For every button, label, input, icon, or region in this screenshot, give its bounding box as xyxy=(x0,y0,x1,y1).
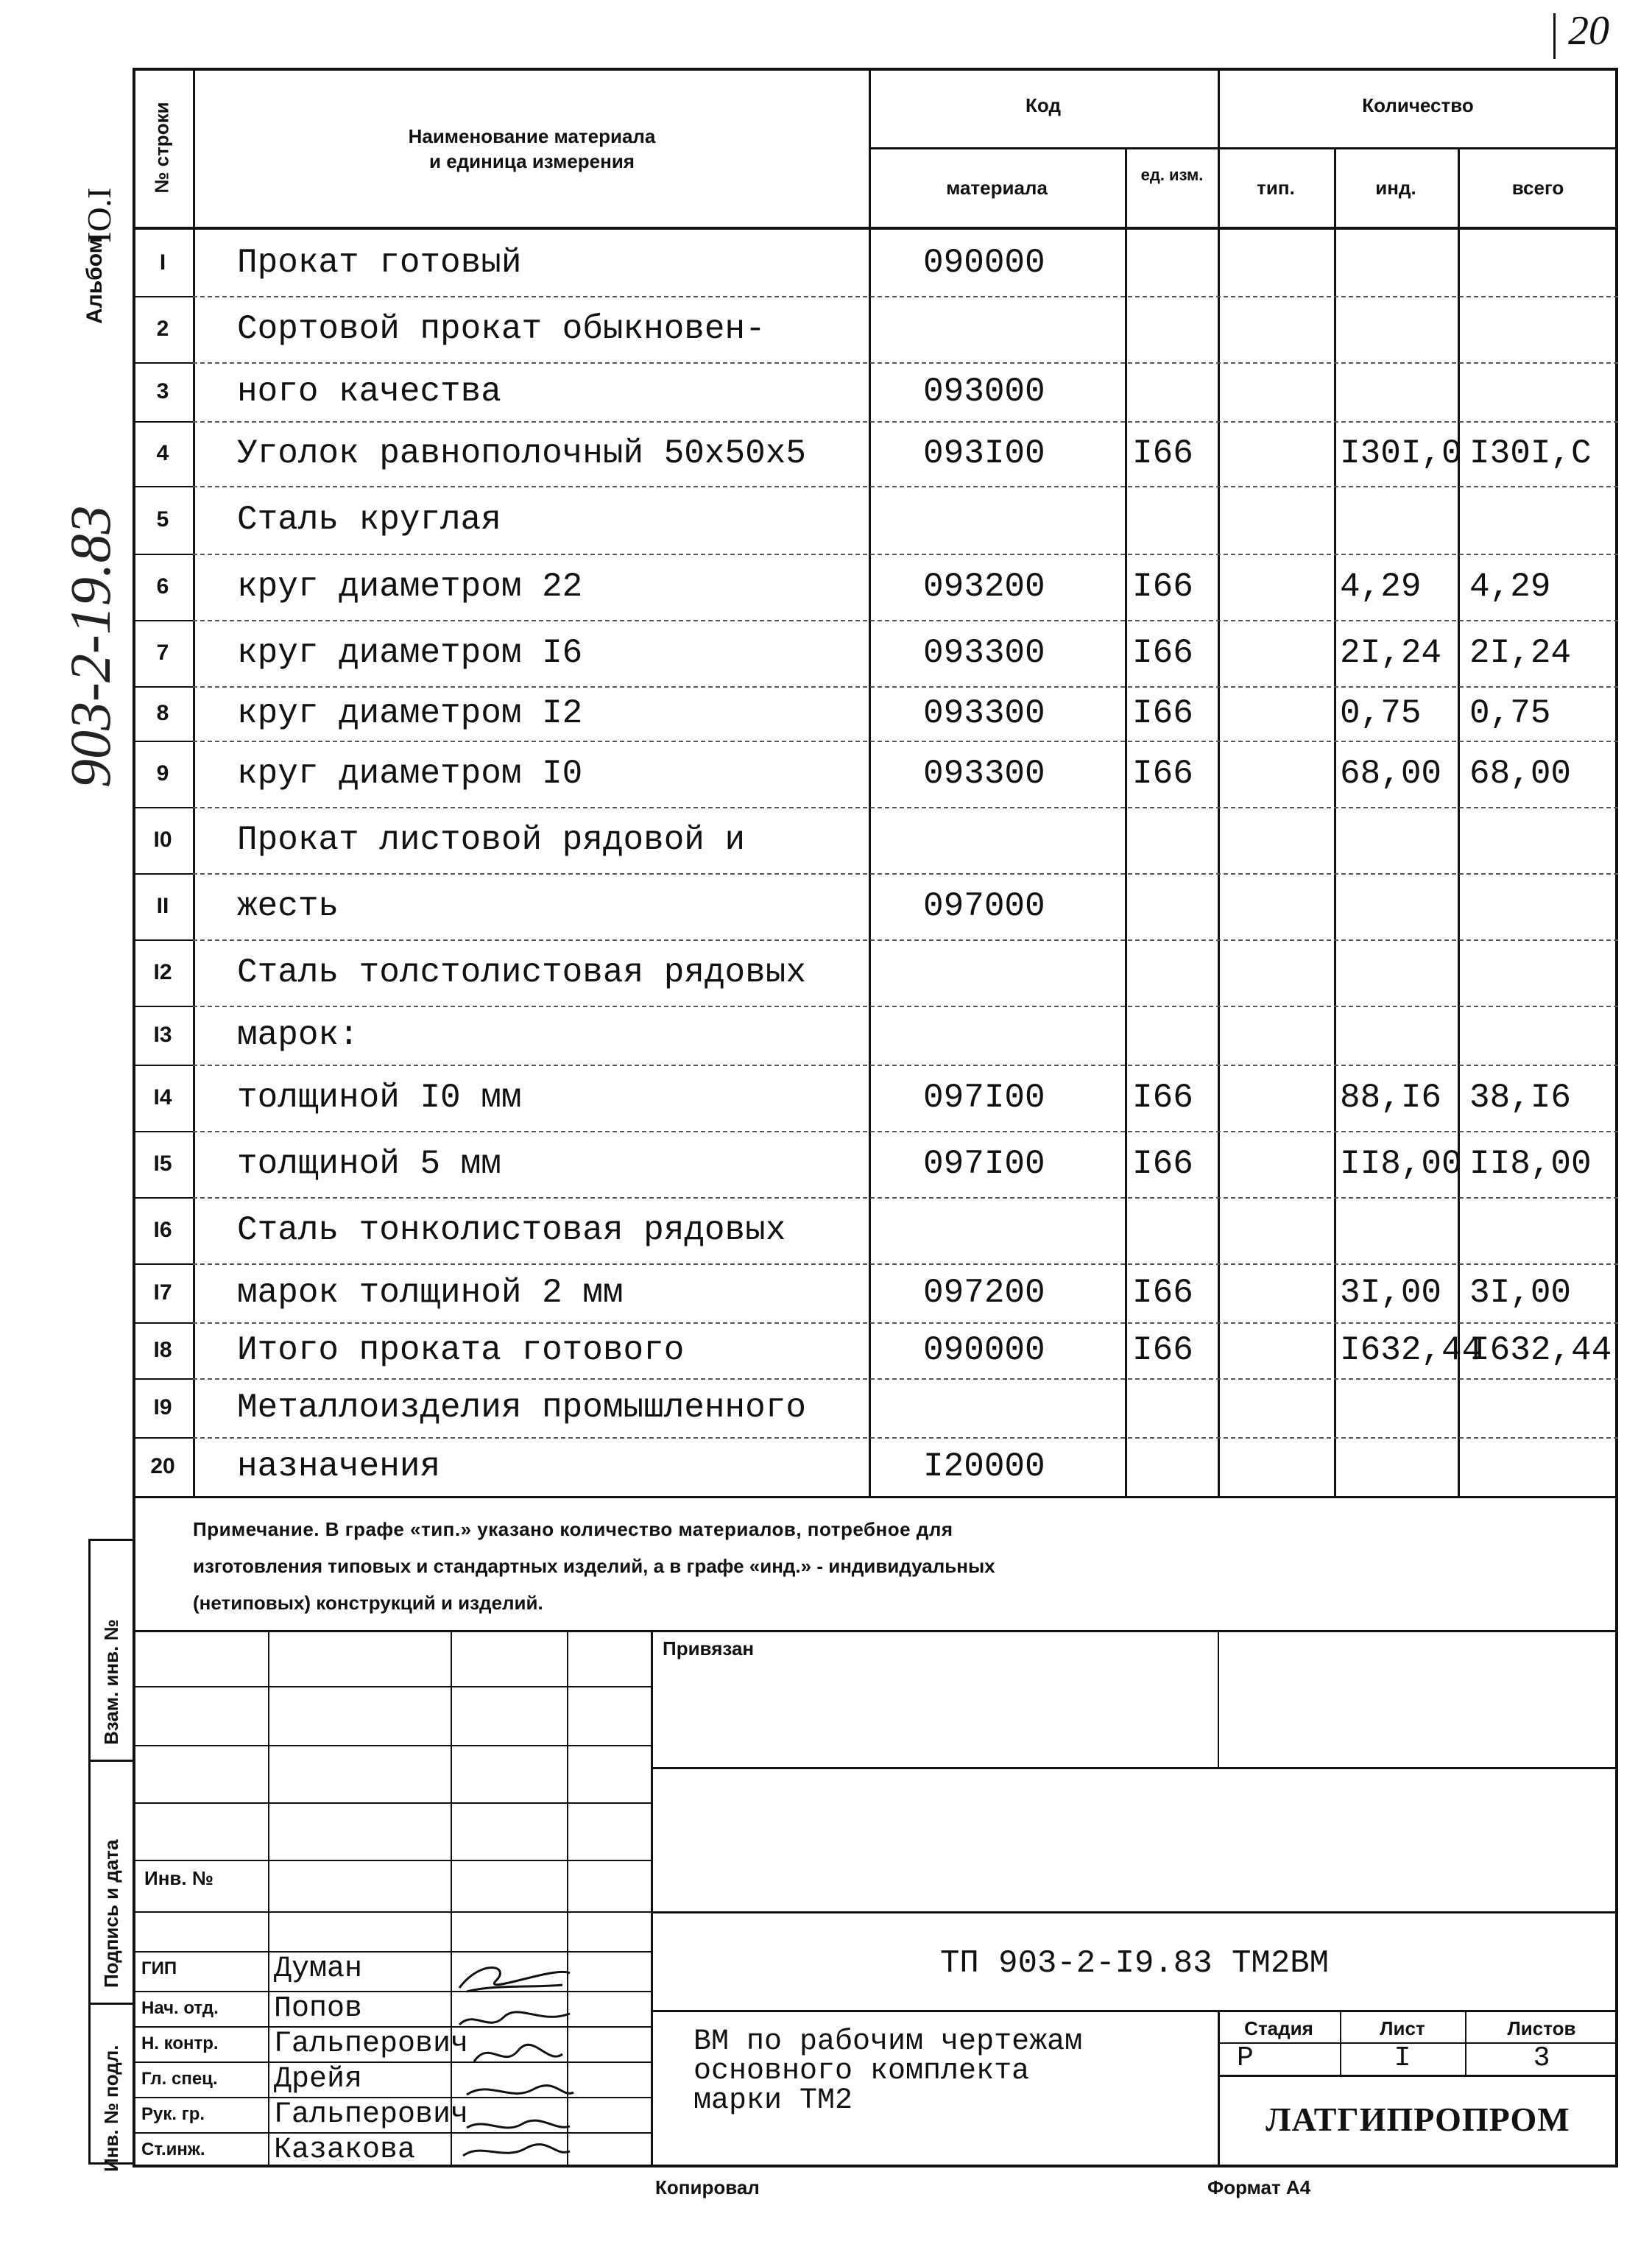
row-divider xyxy=(133,873,193,875)
row-divider-dashed xyxy=(193,620,1618,621)
stamp-left-divider xyxy=(651,1630,653,2167)
handwritten-project-code: 903-2-19.83 xyxy=(58,505,122,788)
col-code-right xyxy=(1125,147,1127,1496)
col-name-right xyxy=(869,68,871,1496)
row-divider-dashed xyxy=(193,1065,1618,1066)
row-code: 093000 xyxy=(923,373,1045,411)
row-total: I632,44 xyxy=(1469,1331,1612,1369)
sheet-label: Лист xyxy=(1380,2017,1425,2039)
format-label: Формат А4 xyxy=(1207,2176,1311,2198)
side-divider xyxy=(88,1760,134,1762)
row-divider-dashed xyxy=(193,486,1618,487)
row-divider-dashed xyxy=(193,1378,1618,1380)
stage-label: Стадия xyxy=(1244,2017,1313,2039)
header-qty-ind: инд. xyxy=(1375,177,1416,199)
stamp-code-top xyxy=(651,1911,1618,1913)
stamp-row xyxy=(133,1802,651,1804)
row-name: марок: xyxy=(237,1016,359,1054)
col-ind-right xyxy=(1458,147,1460,1496)
row-divider xyxy=(133,1322,193,1324)
row-total: 38,I6 xyxy=(1469,1079,1572,1117)
note-line-1: Примечание. В графе «тип.» указано количество материалов, потребное для xyxy=(193,1518,953,1540)
row-divider-dashed xyxy=(193,554,1618,555)
row-divider-dashed xyxy=(193,1197,1618,1199)
signature-1 xyxy=(459,1968,570,1992)
row-n: I4 xyxy=(153,1085,172,1110)
row-divider-dashed xyxy=(193,686,1618,688)
row-divider xyxy=(133,1437,193,1439)
row-name: назначения xyxy=(237,1447,441,1486)
sheets-label: Листов xyxy=(1507,2017,1576,2039)
sheet-value: I xyxy=(1394,2042,1411,2074)
row-ind: 4,29 xyxy=(1340,568,1422,606)
row-divider xyxy=(133,620,193,621)
row-n: I9 xyxy=(153,1395,172,1419)
note xyxy=(193,1511,1592,1621)
document-title xyxy=(693,2025,1083,2117)
row-n: 3 xyxy=(156,379,169,403)
title-line-2: основного комплекта xyxy=(693,2055,1030,2088)
row-code: I20000 xyxy=(923,1447,1045,1486)
table-bottom-line xyxy=(133,1496,1618,1498)
row-divider-dashed xyxy=(193,939,1618,941)
row-divider-dashed xyxy=(193,1322,1618,1324)
stamp-privyazan-bottom xyxy=(651,1767,1618,1769)
row-divider-dashed xyxy=(193,807,1618,808)
row-unit: I66 xyxy=(1132,1274,1193,1312)
side-box xyxy=(88,1539,134,2165)
stamp-role: ГИП xyxy=(141,1958,177,1978)
row-code: 097I00 xyxy=(923,1145,1045,1183)
stamp-role: Н. контр. xyxy=(141,2034,219,2053)
row-n: 5 xyxy=(156,507,169,532)
stamp-person-name: Попов xyxy=(274,1992,363,2025)
title-line-3: марки ТМ2 xyxy=(693,2084,853,2117)
col-rownum-right xyxy=(193,68,195,1496)
col-unit-right xyxy=(1218,68,1220,1496)
header-mid-line xyxy=(869,147,1618,149)
row-divider xyxy=(133,1197,193,1199)
row-divider xyxy=(133,421,193,423)
row-n: I7 xyxy=(153,1280,172,1305)
row-name: Уголок равнополочный 50x50x5 xyxy=(237,434,806,473)
row-divider xyxy=(133,554,193,555)
row-ind: I30I,0 xyxy=(1340,434,1462,473)
row-divider-dashed xyxy=(193,741,1618,742)
row-name: круг диаметром I0 xyxy=(237,755,583,793)
header-material-name: Наименование материала и единица измерения xyxy=(408,125,656,172)
stamp-person-name: Думан xyxy=(274,1953,363,1986)
header-code-material: материала xyxy=(946,177,1048,199)
stamp-row xyxy=(133,1951,651,1953)
stamp-row xyxy=(133,1745,651,1746)
row-n: 20 xyxy=(150,1454,175,1478)
album-number: IO.I xyxy=(80,187,118,243)
stamp-row xyxy=(133,1686,651,1687)
row-unit: I66 xyxy=(1132,1145,1193,1183)
row-ind: 0,75 xyxy=(1340,694,1422,733)
inv-podl-label: Инв. № подл. xyxy=(100,2045,122,2172)
row-divider-dashed xyxy=(193,296,1618,297)
note-line-2: изготовления типовых и стандартных изделий, а в графе «инд.» - индивидуальных xyxy=(193,1555,995,1577)
row-divider xyxy=(133,362,193,364)
header-code: Код xyxy=(1026,94,1061,116)
col-typ-right xyxy=(1334,147,1336,1496)
row-divider xyxy=(133,1378,193,1380)
stamp-col xyxy=(268,1630,269,2167)
row-code: 093200 xyxy=(923,568,1045,606)
row-name: круг диаметром 22 xyxy=(237,568,583,606)
signature-marks xyxy=(452,1958,577,2165)
stamp-person-name: Гальперович xyxy=(274,2098,469,2131)
stamp-person-name: Гальперович xyxy=(274,2028,469,2061)
note-line-3: (нетиповых) конструкций и изделий. xyxy=(193,1592,543,1614)
stamp-privyazan-divider xyxy=(1218,1630,1219,1767)
row-unit: I66 xyxy=(1132,755,1193,793)
stamp-stage-bottom xyxy=(1218,2075,1618,2077)
row-unit: I66 xyxy=(1132,1331,1193,1369)
page-number-bar xyxy=(1553,13,1556,59)
row-unit: I66 xyxy=(1132,568,1193,606)
row-total: I30I,C xyxy=(1469,434,1592,473)
stamp-role: Гл. спец. xyxy=(141,2069,218,2089)
album-label: Альбом xyxy=(82,237,107,324)
row-n: I xyxy=(159,250,166,275)
side-divider xyxy=(88,2003,134,2005)
row-ind: I632,44 xyxy=(1340,1331,1483,1369)
row-divider xyxy=(133,686,193,688)
stamp-title-top xyxy=(651,2010,1618,2012)
row-n: I3 xyxy=(153,1023,172,1047)
header-qty-typ: тип. xyxy=(1257,177,1295,199)
row-code: 097I00 xyxy=(923,1079,1045,1117)
row-n: 8 xyxy=(156,701,169,725)
row-name: Сталь круглая xyxy=(237,501,501,539)
podpis-data-label: Подпись и дата xyxy=(100,1839,122,1988)
row-divider xyxy=(133,1006,193,1007)
row-divider xyxy=(133,486,193,487)
row-unit: I66 xyxy=(1132,1079,1193,1117)
signature-6 xyxy=(463,2145,570,2156)
row-divider xyxy=(133,939,193,941)
row-name: круг диаметром I2 xyxy=(237,694,583,733)
header-row-number: № строки xyxy=(150,102,173,194)
stamp-top-line xyxy=(133,1630,1618,1632)
row-name: Сортовой прокат обыкновен- xyxy=(237,310,766,348)
signature-5 xyxy=(467,2120,570,2128)
row-total: 68,00 xyxy=(1469,755,1572,793)
row-code: 093300 xyxy=(923,755,1045,793)
document-code: ТП 903-2-I9.83 ТМ2ВМ xyxy=(939,1945,1330,1982)
title-line-1: ВМ по рабочим чертежам xyxy=(693,2025,1083,2059)
row-ind: 68,00 xyxy=(1340,755,1442,793)
row-divider xyxy=(133,1065,193,1066)
row-n: 2 xyxy=(156,317,169,341)
row-divider-dashed xyxy=(193,362,1618,364)
row-n: I0 xyxy=(153,828,172,852)
row-code: 097200 xyxy=(923,1274,1045,1312)
row-divider-dashed xyxy=(193,421,1618,423)
row-total: 3I,00 xyxy=(1469,1274,1572,1312)
row-divider xyxy=(133,1263,193,1265)
row-divider xyxy=(133,807,193,808)
row-unit: I66 xyxy=(1132,634,1193,672)
row-ind: 3I,00 xyxy=(1340,1274,1442,1312)
signature-2 xyxy=(459,2012,570,2025)
row-n: 6 xyxy=(156,574,169,599)
row-name: Прокат готовый xyxy=(237,244,522,282)
privyazan-label: Привязан xyxy=(663,1637,755,1659)
organization-name: ЛАТГИПРОПРОМ xyxy=(1266,2100,1570,2138)
row-divider xyxy=(133,741,193,742)
row-name: толщиной 5 мм xyxy=(237,1145,501,1183)
stamp-row xyxy=(133,1911,651,1913)
row-divider-dashed xyxy=(193,1006,1618,1007)
inv-number-label: Инв. № xyxy=(144,1867,213,1889)
row-total: 2I,24 xyxy=(1469,634,1572,672)
row-divider-dashed xyxy=(193,1437,1618,1439)
row-divider-dashed xyxy=(193,873,1618,875)
sheets-value: 3 xyxy=(1533,2042,1550,2074)
row-divider xyxy=(133,1131,193,1132)
row-unit: I66 xyxy=(1132,434,1193,473)
page-number: 20 xyxy=(1568,8,1609,54)
signature-3 xyxy=(474,2045,562,2061)
row-code: 093300 xyxy=(923,694,1045,733)
row-total: II8,00 xyxy=(1469,1145,1592,1183)
header-code-unit: ед. изм. xyxy=(1140,166,1204,184)
row-total: 0,75 xyxy=(1469,694,1551,733)
header-qty-total: всего xyxy=(1511,177,1564,199)
row-divider xyxy=(133,296,193,297)
row-total: 4,29 xyxy=(1469,568,1551,606)
row-n: 4 xyxy=(156,441,169,465)
header-quantity: Количество xyxy=(1362,94,1474,116)
row-ind: 88,I6 xyxy=(1340,1079,1442,1117)
row-name: ного качества xyxy=(237,373,501,411)
stamp-role: Нач. отд. xyxy=(141,1998,219,2018)
row-code: 090000 xyxy=(923,244,1045,282)
stamp-person-name: Дрейя xyxy=(274,2063,363,2096)
row-name: жесть xyxy=(237,887,339,925)
row-name: марок толщиной 2 мм xyxy=(237,1274,624,1312)
stamp-role: Ст.инж. xyxy=(141,2140,205,2159)
row-n: 7 xyxy=(156,641,169,665)
stamp-role: Рук. гр. xyxy=(141,2104,205,2124)
header-bottom-line xyxy=(133,227,1618,230)
row-divider-dashed xyxy=(193,1263,1618,1265)
row-n: II xyxy=(156,894,169,918)
row-n: 9 xyxy=(156,761,169,786)
row-name: толщиной I0 мм xyxy=(237,1079,522,1117)
stamp-row xyxy=(133,1860,651,1861)
stamp-person-name: Казакова xyxy=(274,2134,416,2167)
row-n: I5 xyxy=(153,1151,172,1176)
row-name: Итого проката готового xyxy=(237,1331,685,1369)
row-name: Металлоизделия промышленного xyxy=(237,1389,806,1427)
row-name: Прокат листовой рядовой и xyxy=(237,821,746,859)
row-unit: I66 xyxy=(1132,694,1193,733)
row-ind: II8,00 xyxy=(1340,1145,1462,1183)
row-divider-dashed xyxy=(193,1131,1618,1132)
vzam-inv-label: Взам. инв. № xyxy=(100,1619,122,1745)
row-name: круг диаметром I6 xyxy=(237,634,583,672)
row-name: Сталь толстолистовая рядовых xyxy=(237,953,806,992)
row-name: Сталь тонколистовая рядовых xyxy=(237,1211,786,1249)
row-n: I2 xyxy=(153,960,172,984)
row-n: I6 xyxy=(153,1218,172,1242)
row-code: 093300 xyxy=(923,634,1045,672)
row-code: 093I00 xyxy=(923,434,1045,473)
row-n: I8 xyxy=(153,1338,172,1362)
signature-4 xyxy=(467,2086,573,2095)
row-ind: 2I,24 xyxy=(1340,634,1442,672)
row-code: 097000 xyxy=(923,887,1045,925)
stage-value: Р xyxy=(1237,2042,1254,2074)
copied-label: Копировал xyxy=(655,2176,760,2198)
row-code: 090000 xyxy=(923,1331,1045,1369)
